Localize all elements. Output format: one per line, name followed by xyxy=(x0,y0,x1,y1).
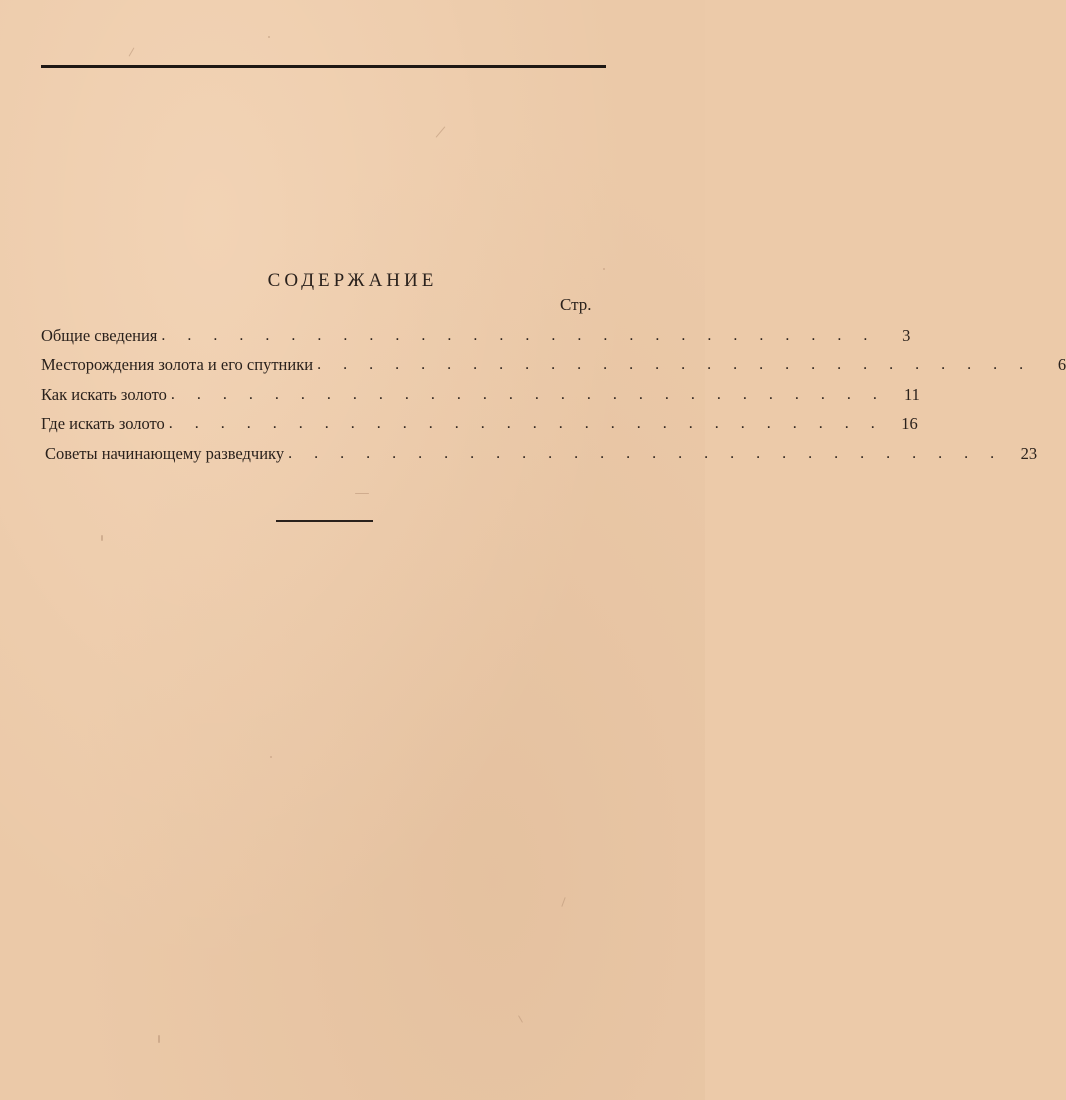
paper-fleck xyxy=(355,493,369,494)
toc-entry[interactable] xyxy=(41,351,1066,381)
table-of-contents xyxy=(41,321,1066,469)
toc-entry-page: 16 xyxy=(901,414,918,434)
paper-fleck xyxy=(436,126,446,137)
page-column-header: Стр. xyxy=(560,295,592,314)
toc-entry[interactable] xyxy=(41,410,918,440)
top-rule xyxy=(41,65,606,68)
toc-entry-page: 3 xyxy=(902,325,911,345)
toc-dot-leader: . . . . . . . . . . . . . . . . . . . . . . . . . . . . xyxy=(288,444,1004,462)
paper-fleck xyxy=(158,1035,160,1043)
toc-entry[interactable] xyxy=(41,380,920,410)
toc-dot-leader: . . . . . . . . . . . . . . . . . . . . . . . . . . . . xyxy=(317,356,1033,374)
paper-fleck xyxy=(268,36,270,38)
paper-fleck xyxy=(270,756,272,758)
toc-entry-title: Месторождения золота и его спутники xyxy=(41,355,314,375)
toc-entry-title: Советы начинающему разведчику xyxy=(45,443,285,463)
toc-dot-leader: . . . . . . . . . . . . . . . . . . . . . . . . . . . . xyxy=(170,385,886,403)
toc-entry[interactable] xyxy=(41,439,1038,469)
toc-entry-title: Общие сведения xyxy=(41,325,158,345)
closing-rule xyxy=(276,520,373,522)
paper-fleck xyxy=(129,47,135,56)
toc-entry[interactable] xyxy=(41,321,911,351)
toc-entry-title: Где искать золото xyxy=(41,414,165,434)
toc-entry-page: 6 xyxy=(1057,355,1066,375)
page-title: СОДЕРЖАНИЕ xyxy=(267,270,438,291)
paper-fleck xyxy=(518,1015,523,1022)
toc-dot-leader: . . . . . . . . . . . . . . . . . . . . . . . . . . . . xyxy=(161,326,877,344)
toc-dot-leader: . . . . . . . . . . . . . . . . . . . . . . . . . . . . xyxy=(168,415,884,433)
toc-entry-page: 23 xyxy=(1020,443,1038,463)
toc-entry-page: 11 xyxy=(904,384,920,404)
toc-entry-title: Как искать золото xyxy=(41,384,167,404)
paper-fleck xyxy=(561,897,565,907)
paper-fleck xyxy=(101,535,103,541)
